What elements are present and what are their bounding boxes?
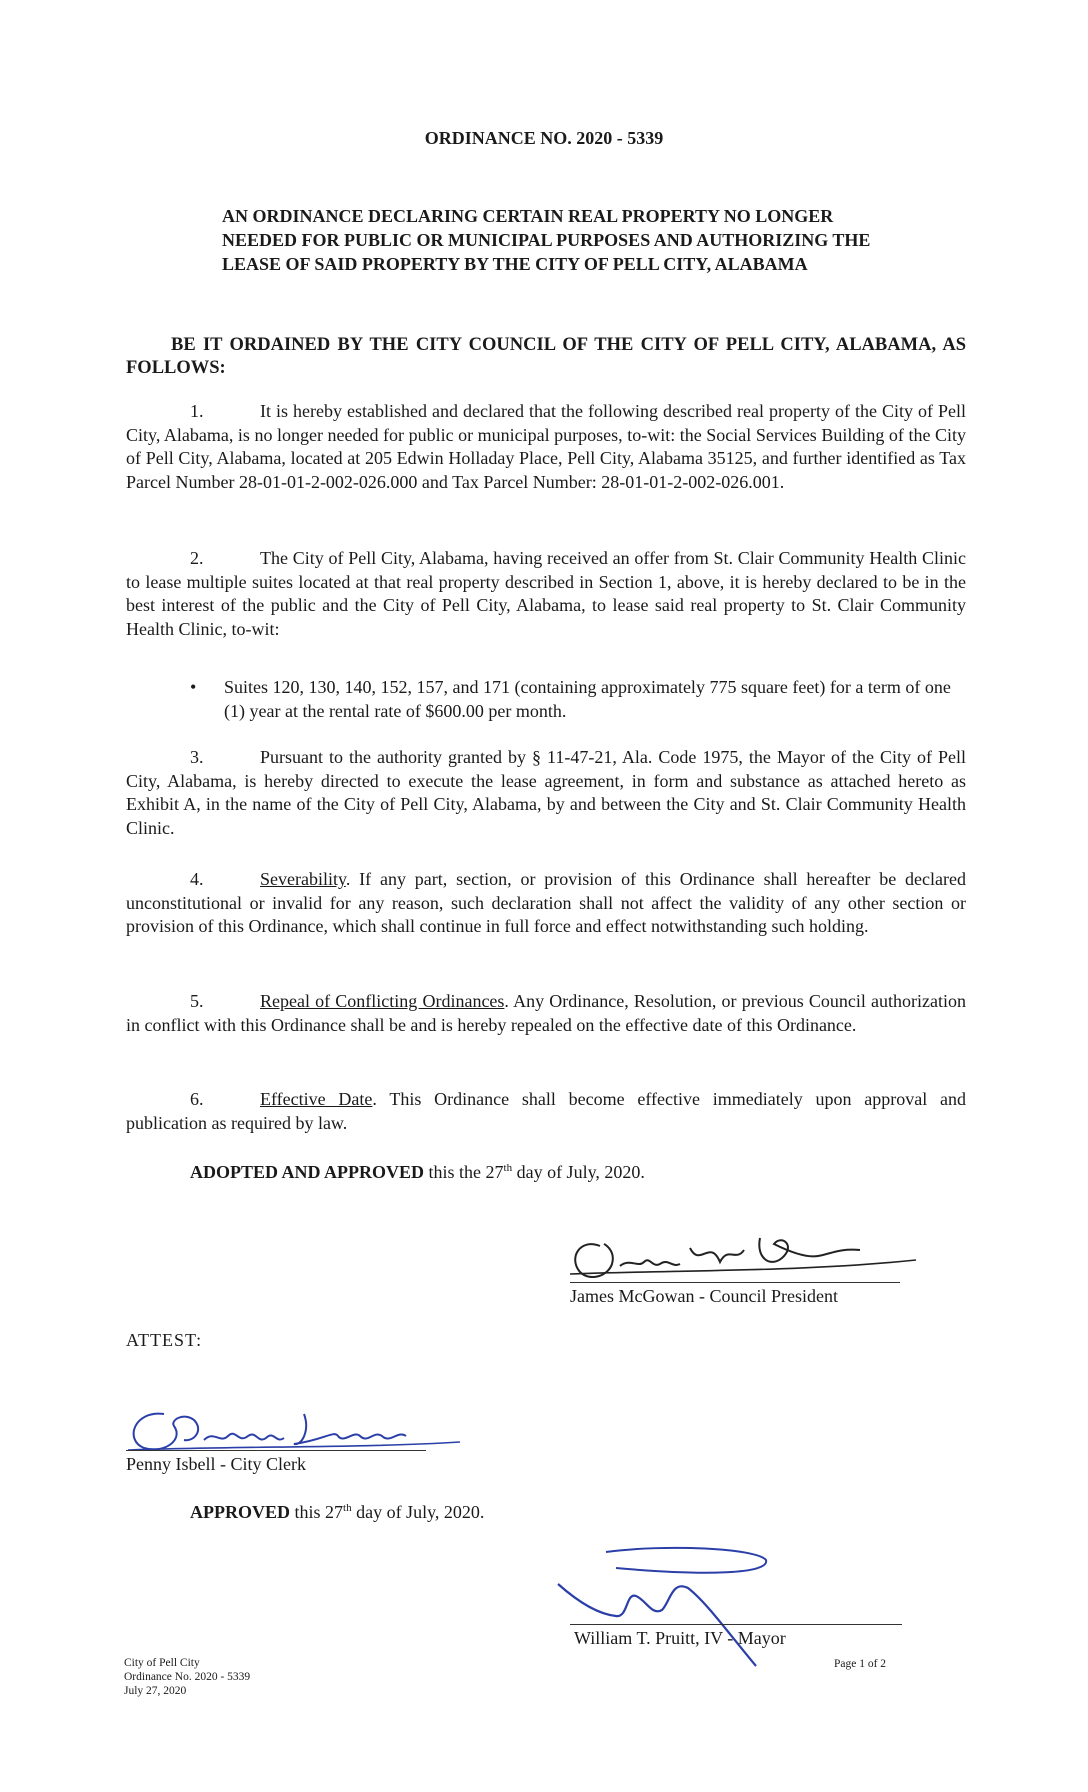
section-text: . This Ordinance shall become effective immediately upon approval and publication as required by law.	[126, 1089, 966, 1133]
section-6	[126, 1088, 966, 1135]
section-heading: Repeal of Conflicting Ordinances	[260, 991, 505, 1011]
mayor-name: William T. Pruitt, IV - Mayor	[574, 1628, 786, 1648]
attest-label: ATTEST:	[126, 1330, 203, 1350]
mayor-signature-line	[570, 1624, 902, 1625]
adopted-date: day of July, 2020.	[512, 1162, 645, 1182]
section-number: 4.	[190, 869, 204, 889]
approved-sup: th	[343, 1502, 352, 1514]
footer-ordinance: Ordinance No. 2020 - 5339	[124, 1671, 251, 1683]
section-number: 2.	[190, 548, 204, 568]
adopted-bold: ADOPTED AND APPROVED	[190, 1162, 425, 1182]
footer-city: City of Pell City	[124, 1657, 200, 1669]
ordinance-subject: AN ORDINANCE DECLARING CERTAIN REAL PROPERTY NO LONGER NEEDED FOR PUBLIC OR MUNICIPAL PURPOSES AND AUTHORIZING THE LEASE OF SAID PROPERTY BY THE CITY OF PELL CITY, ALABAMA	[222, 206, 871, 274]
approved-text: this 27	[290, 1502, 344, 1522]
section-text: . If any part, section, or provision of this Ordinance shall hereafter be declared unconstitutional or invalid for any reason, such declaration shall not affect the validity of any other section or provision of this Ordinance, which shall continue in full force and effect notwithstanding such holding.	[126, 869, 966, 936]
page-number: Page 1 of 2	[834, 1658, 887, 1670]
section-text: The City of Pell City, Alabama, having received an offer from St. Clair Community Health Clinic to lease multiple suites located at that real property described in Section 1, above, it is hereby declared to be in the best interest of the public and the City of Pell City, Alabama, to lease said real property to St. Clair Community Health Clinic, to-wit:	[126, 548, 966, 639]
section-1	[126, 400, 966, 494]
section-number: 3.	[190, 747, 204, 767]
ordinance-title: ORDINANCE NO. 2020 - 5339	[424, 128, 664, 148]
bullet-icon: •	[190, 677, 197, 697]
section-text: Pursuant to the authority granted by § 11-47-21, Ala. Code 1975, the Mayor of the City of Pell City, Alabama, is hereby directed to execute the lease agreement, in form and substance as attached hereto as Exhibit A, in the name of the City of Pell City, Alabama, by and between the City and St. Clair Community Health Clinic.	[126, 747, 966, 838]
approved-bold: APPROVED	[190, 1502, 290, 1522]
clerk-name: Penny Isbell - City Clerk	[126, 1454, 306, 1474]
approval-statement	[190, 1502, 484, 1523]
section-heading: Effective Date	[260, 1089, 373, 1109]
section-number: 1.	[190, 401, 204, 421]
adopted-sup: th	[503, 1162, 513, 1174]
bullet-text: Suites 120, 130, 140, 152, 157, and 171 (containing approximately 775 square feet) for a term of one (1) year at the rental rate of $600.00 per month.	[224, 677, 951, 721]
document-footer	[124, 1656, 250, 1698]
adoption-statement	[190, 1162, 645, 1183]
lease-terms-bullet	[190, 676, 966, 723]
section-3	[126, 746, 966, 840]
section-2	[126, 547, 966, 641]
clerk-signature-icon	[124, 1400, 464, 1460]
section-4	[126, 868, 966, 939]
president-signature-icon	[560, 1228, 920, 1290]
approved-date: day of July, 2020.	[351, 1502, 485, 1522]
section-5	[126, 990, 966, 1037]
president-signature-line	[570, 1282, 900, 1283]
section-number: 6.	[190, 1089, 204, 1109]
adopted-text: this the 27	[424, 1162, 504, 1182]
section-heading: Severability	[260, 869, 346, 889]
section-number: 5.	[190, 991, 204, 1011]
clerk-signature-line	[126, 1450, 426, 1451]
section-text: It is hereby established and declared that the following described real property of the City of Pell City, Alabama, is no longer needed for public or municipal purposes, to-wit: the Social Services Building of the City of Pell City, Alabama, located at 205 Edwin Holladay Place, Pell City, Alabama 35125, and further identified as Tax Parcel Number 28-01-01-2-002-026.000 and Tax Parcel Number: 28-01-01-2-002-026.001.	[126, 401, 966, 492]
enacting-clause: BE IT ORDAINED BY THE CITY COUNCIL OF THE CITY OF PELL CITY, ALABAMA, AS FOLLOWS:	[126, 335, 966, 378]
section-text: . Any Ordinance, Resolution, or previous Council authorization in conflict with this Ordinance shall be and is hereby repealed on the effective date of this Ordinance.	[126, 991, 966, 1035]
president-name: James McGowan - Council President	[570, 1286, 838, 1306]
footer-date: July 27, 2020	[124, 1685, 187, 1697]
